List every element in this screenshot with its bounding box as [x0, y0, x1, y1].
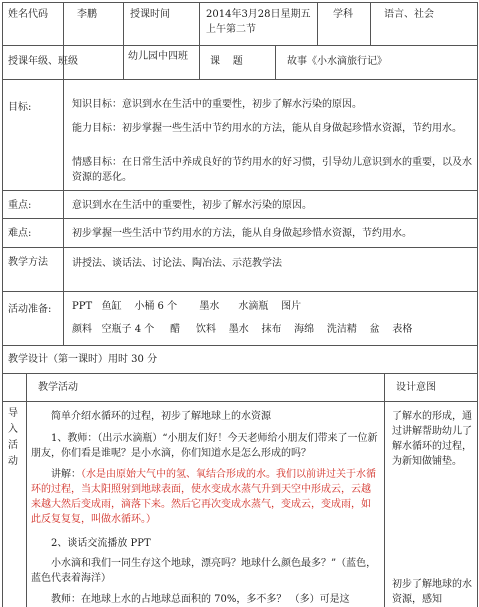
paragraph-3: 2、谈话交流播放 PPT [51, 538, 151, 549]
col-divider [370, 2, 371, 45]
topic-label: 课 题 [210, 56, 243, 67]
prep-line-1: PPT 鱼缸 小桶 6 个 墨水 水滴瓶 图片 [72, 301, 302, 312]
row-divider [2, 218, 478, 219]
row-divider [2, 401, 478, 402]
row-divider [2, 291, 478, 292]
time-value: 2014年3月28日星期五 上午第二节 [206, 9, 311, 35]
paragraph-4: 小水滴和我们一同生存这个地球，漂亮吗？地球什么颜色最多？”（蓝色，蓝色代表着海洋） [31, 558, 377, 584]
grade-label: 授课年级、班级 [8, 56, 78, 67]
col-divider [123, 2, 124, 79]
paragraph-1: 1、教师：（出示水滴瓶）“小朋友们好！今天老师给小朋友们带来了一位新朋友，你们看是谁呢？是小水滴，你们知道水是怎么形成的吗？ [31, 433, 378, 459]
col-divider [384, 373, 385, 607]
grade-value: 幼儿园中四班 [128, 51, 188, 62]
name-label: 姓名代码 [8, 9, 48, 20]
row-divider [2, 373, 478, 374]
name-value: 李鹏 [77, 9, 97, 20]
subject-label: 学科 [333, 9, 353, 20]
table-border-right [477, 2, 478, 607]
difficulty-label: 难点: [8, 228, 32, 239]
design-title: 教学设计（第一课时）用时 30 分 [8, 354, 158, 365]
subject-value: 语言、社会 [384, 9, 434, 20]
emotion-goal: 情感目标：在日常生活中养成良好的节约用水的好习惯，引导幼儿意识到水的重要，以及水资源的恶化。 [72, 157, 472, 183]
section-label: 导入活动 [8, 408, 18, 467]
row-divider [2, 345, 478, 346]
row-divider [2, 45, 478, 46]
col-divider [317, 2, 318, 45]
row-divider [2, 247, 478, 248]
explanation-paragraph [31, 467, 379, 527]
row-divider [2, 190, 478, 191]
ability-goal: 能力目标：初步掌握一些生活中节约用水的方法，能从自身做起珍惜水资源，节约用水。 [72, 123, 462, 134]
explanation-red-text: （水是由原始大气中的氢、氧结合形成的水。我们以前讲过关于水循环的过程，当太阳照射到地球表面，使水变成水蒸气升到天空中形成云，云越来越大然后变成雨，滴落下来。然后它再次变成水蒸气，变成云，变成雨，如此反复复复，叫做水循环。） [31, 469, 376, 525]
table-border-top [2, 2, 478, 3]
activity-header: 教学活动 [38, 382, 78, 393]
col-divider [199, 2, 200, 79]
prep-line-2: 颜料 空瓶子 4 个 醋 饮料 墨水 抹布 海绵 洗洁精 盆 表格 [72, 324, 413, 335]
intent-header: 设计意图 [396, 382, 436, 393]
time-label: 授课时间 [130, 9, 170, 20]
prep-label: 活动准备: [8, 304, 52, 315]
difficulty-text: 初步掌握一些生活中节约用水的方法，能从自身做起珍惜水资源，节约用水。 [72, 228, 412, 239]
table-border-left [2, 2, 3, 607]
row-divider [2, 79, 478, 80]
methods-text: 讲授法、谈话法、讨论法、陶冶法、示范教学法 [72, 258, 282, 269]
intent-text-1: 了解水的形成，通过讲解帮助幼儿了解水循环的过程，为新知做铺垫。 [392, 411, 472, 467]
key-point-label: 重点: [8, 200, 32, 211]
knowledge-goal: 知识目标：意识到水在生活中的重要性，初步了解水污染的原因。 [72, 99, 362, 110]
intro-text: 简单介绍水循环的过程，初步了解地球上的水资源 [51, 411, 271, 422]
paragraph-5: 教师：在地球上水的占地球总面积的 70%，多不多？ （多）可是这 [51, 594, 350, 605]
methods-label: 教学方法 [8, 257, 48, 268]
intent-text-2: 初步了解地球的水资源，感知 [392, 579, 472, 605]
key-point-text: 意识到水在生活中的重要性，初步了解水污染的原因。 [72, 200, 312, 211]
goals-label: 目标: [8, 102, 32, 113]
col-divider [26, 373, 27, 607]
explanation-prefix: 讲解： [51, 469, 81, 480]
topic-value: 故事《小水滴旅行记》 [287, 56, 387, 67]
col-divider [275, 45, 276, 79]
